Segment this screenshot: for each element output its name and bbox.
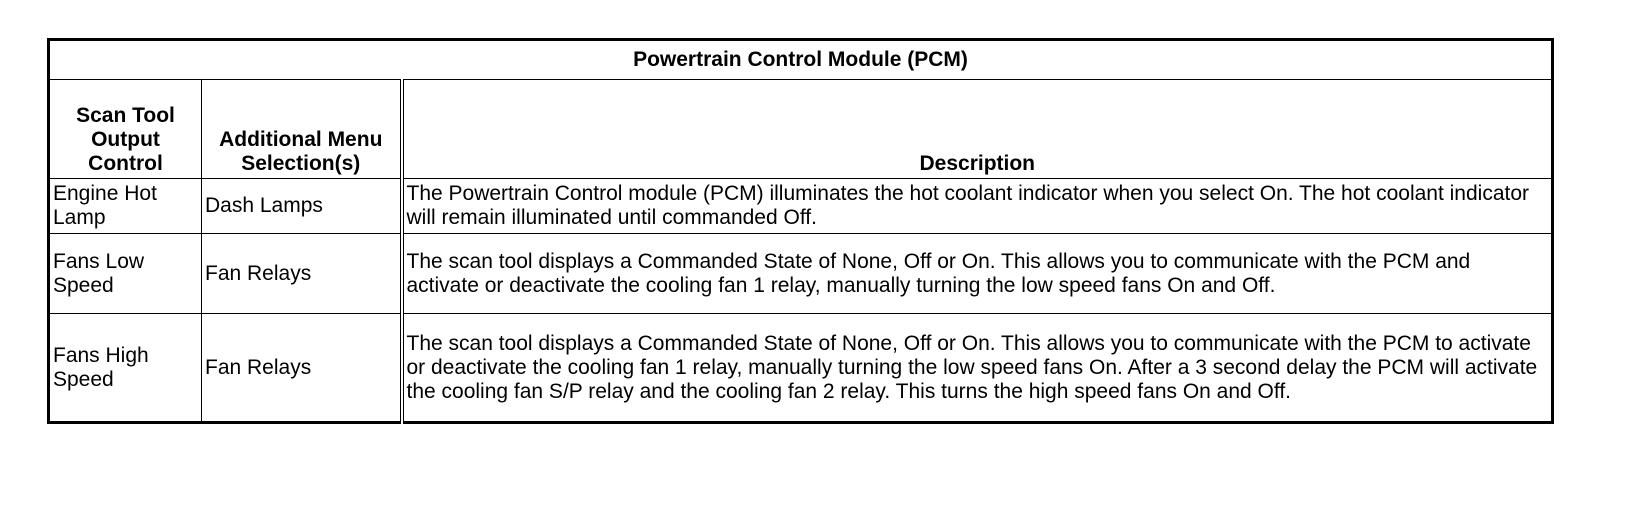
table-row [49, 179, 1553, 234]
cell-menu-selection: Dash Lamps [202, 179, 402, 234]
cell-output-control: Fans High Speed [49, 314, 202, 423]
header-description: Description [402, 80, 1553, 179]
cell-output-control: Engine Hot Lamp [49, 179, 202, 234]
cell-menu-selection: Fan Relays [202, 314, 402, 423]
cell-description: The scan tool displays a Commanded State of None, Off or On. This allows you to communicate with the PCM and activate or deactivate the cooling fan 1 relay, manually turning the low speed fans On and Off. [402, 234, 1553, 314]
cell-output-control: Fans Low Speed [49, 234, 202, 314]
header-menu-selection: Additional Menu Selection(s) [202, 80, 402, 179]
cell-description: The scan tool displays a Commanded State of None, Off or On. This allows you to communicate with the PCM to activate or deactivate the cooling fan 1 relay, manually turning the low speed fans On. After a 3 second delay the PCM will activate the cooling fan S/P relay and the cooling fan 2 relay. This turns the high speed fans On and Off. [402, 314, 1553, 423]
header-row [49, 80, 1553, 179]
table-row [49, 234, 1553, 314]
table-row [49, 314, 1553, 423]
cell-menu-selection: Fan Relays [202, 234, 402, 314]
pcm-output-control-table [47, 38, 1554, 424]
header-output-control: Scan Tool Output Control [49, 80, 202, 179]
cell-description: The Powertrain Control module (PCM) illuminates the hot coolant indicator when you select On. The hot coolant indicator will remain illuminated until commanded Off. [402, 179, 1553, 234]
table-title: Powertrain Control Module (PCM) [49, 40, 1553, 80]
